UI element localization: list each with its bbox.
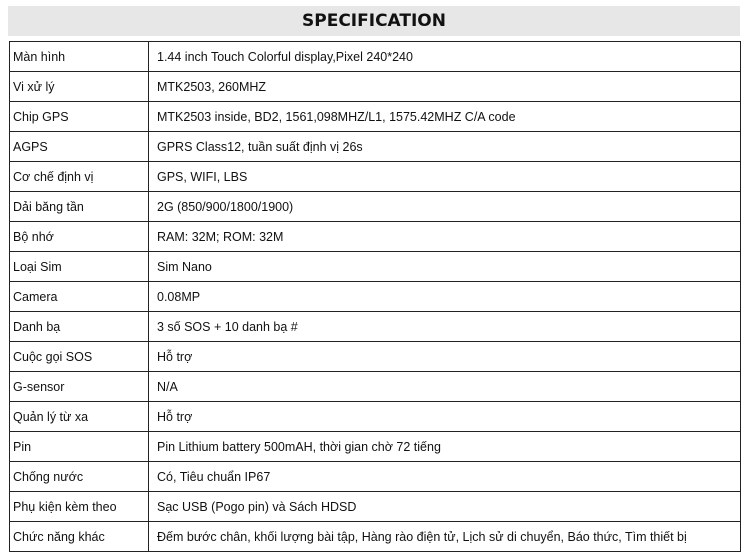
row-label: Chống nước (10, 462, 149, 492)
row-value: N/A (149, 372, 741, 402)
spec-table (9, 41, 741, 552)
table-row (10, 402, 741, 432)
row-value: MTK2503 inside, BD2, 1561,098MHZ/L1, 1575.42MHZ C/A code (149, 102, 741, 132)
table-row (10, 72, 741, 102)
row-value: MTK2503, 260MHZ (149, 72, 741, 102)
row-label: Danh bạ (10, 312, 149, 342)
table-row (10, 492, 741, 522)
table-row (10, 252, 741, 282)
row-label: Dải băng tần (10, 192, 149, 222)
row-label: Cơ chế định vị (10, 162, 149, 192)
table-row (10, 372, 741, 402)
row-label: G-sensor (10, 372, 149, 402)
row-label: Loại Sim (10, 252, 149, 282)
row-label: AGPS (10, 132, 149, 162)
row-value: 2G (850/900/1800/1900) (149, 192, 741, 222)
row-label: Bộ nhớ (10, 222, 149, 252)
table-row (10, 522, 741, 552)
table-row (10, 132, 741, 162)
row-value: Hỗ trợ (149, 402, 741, 432)
row-label: Màn hình (10, 42, 149, 72)
row-label: Phụ kiện kèm theo (10, 492, 149, 522)
row-value: Hỗ trợ (149, 342, 741, 372)
table-row (10, 192, 741, 222)
row-value: Đếm bước chân, khối lượng bài tập, Hàng rào điện tử, Lịch sử di chuyển, Báo thức, Tìm thiết bị (149, 522, 741, 552)
table-row (10, 312, 741, 342)
row-value: 1.44 inch Touch Colorful display,Pixel 240*240 (149, 42, 741, 72)
table-row (10, 102, 741, 132)
row-label: Quản lý từ xa (10, 402, 149, 432)
row-value: 0.08MP (149, 282, 741, 312)
table-row (10, 462, 741, 492)
table-row (10, 42, 741, 72)
row-value: Pin Lithium battery 500mAH, thời gian chờ 72 tiếng (149, 432, 741, 462)
row-value: GPS, WIFI, LBS (149, 162, 741, 192)
table-row (10, 342, 741, 372)
row-value: GPRS Class12, tuần suất định vị 26s (149, 132, 741, 162)
spec-title: SPECIFICATION (8, 6, 740, 36)
row-label: Chức năng khác (10, 522, 149, 552)
row-value: 3 số SOS + 10 danh bạ # (149, 312, 741, 342)
table-row (10, 162, 741, 192)
row-label: Camera (10, 282, 149, 312)
table-row (10, 222, 741, 252)
row-value: RAM: 32M; ROM: 32M (149, 222, 741, 252)
row-label: Vi xử lý (10, 72, 149, 102)
row-value: Có, Tiêu chuẩn IP67 (149, 462, 741, 492)
row-label: Chip GPS (10, 102, 149, 132)
row-label: Pin (10, 432, 149, 462)
table-row (10, 432, 741, 462)
table-row (10, 282, 741, 312)
row-value: Sim Nano (149, 252, 741, 282)
row-value: Sạc USB (Pogo pin) và Sách HDSD (149, 492, 741, 522)
row-label: Cuộc gọi SOS (10, 342, 149, 372)
